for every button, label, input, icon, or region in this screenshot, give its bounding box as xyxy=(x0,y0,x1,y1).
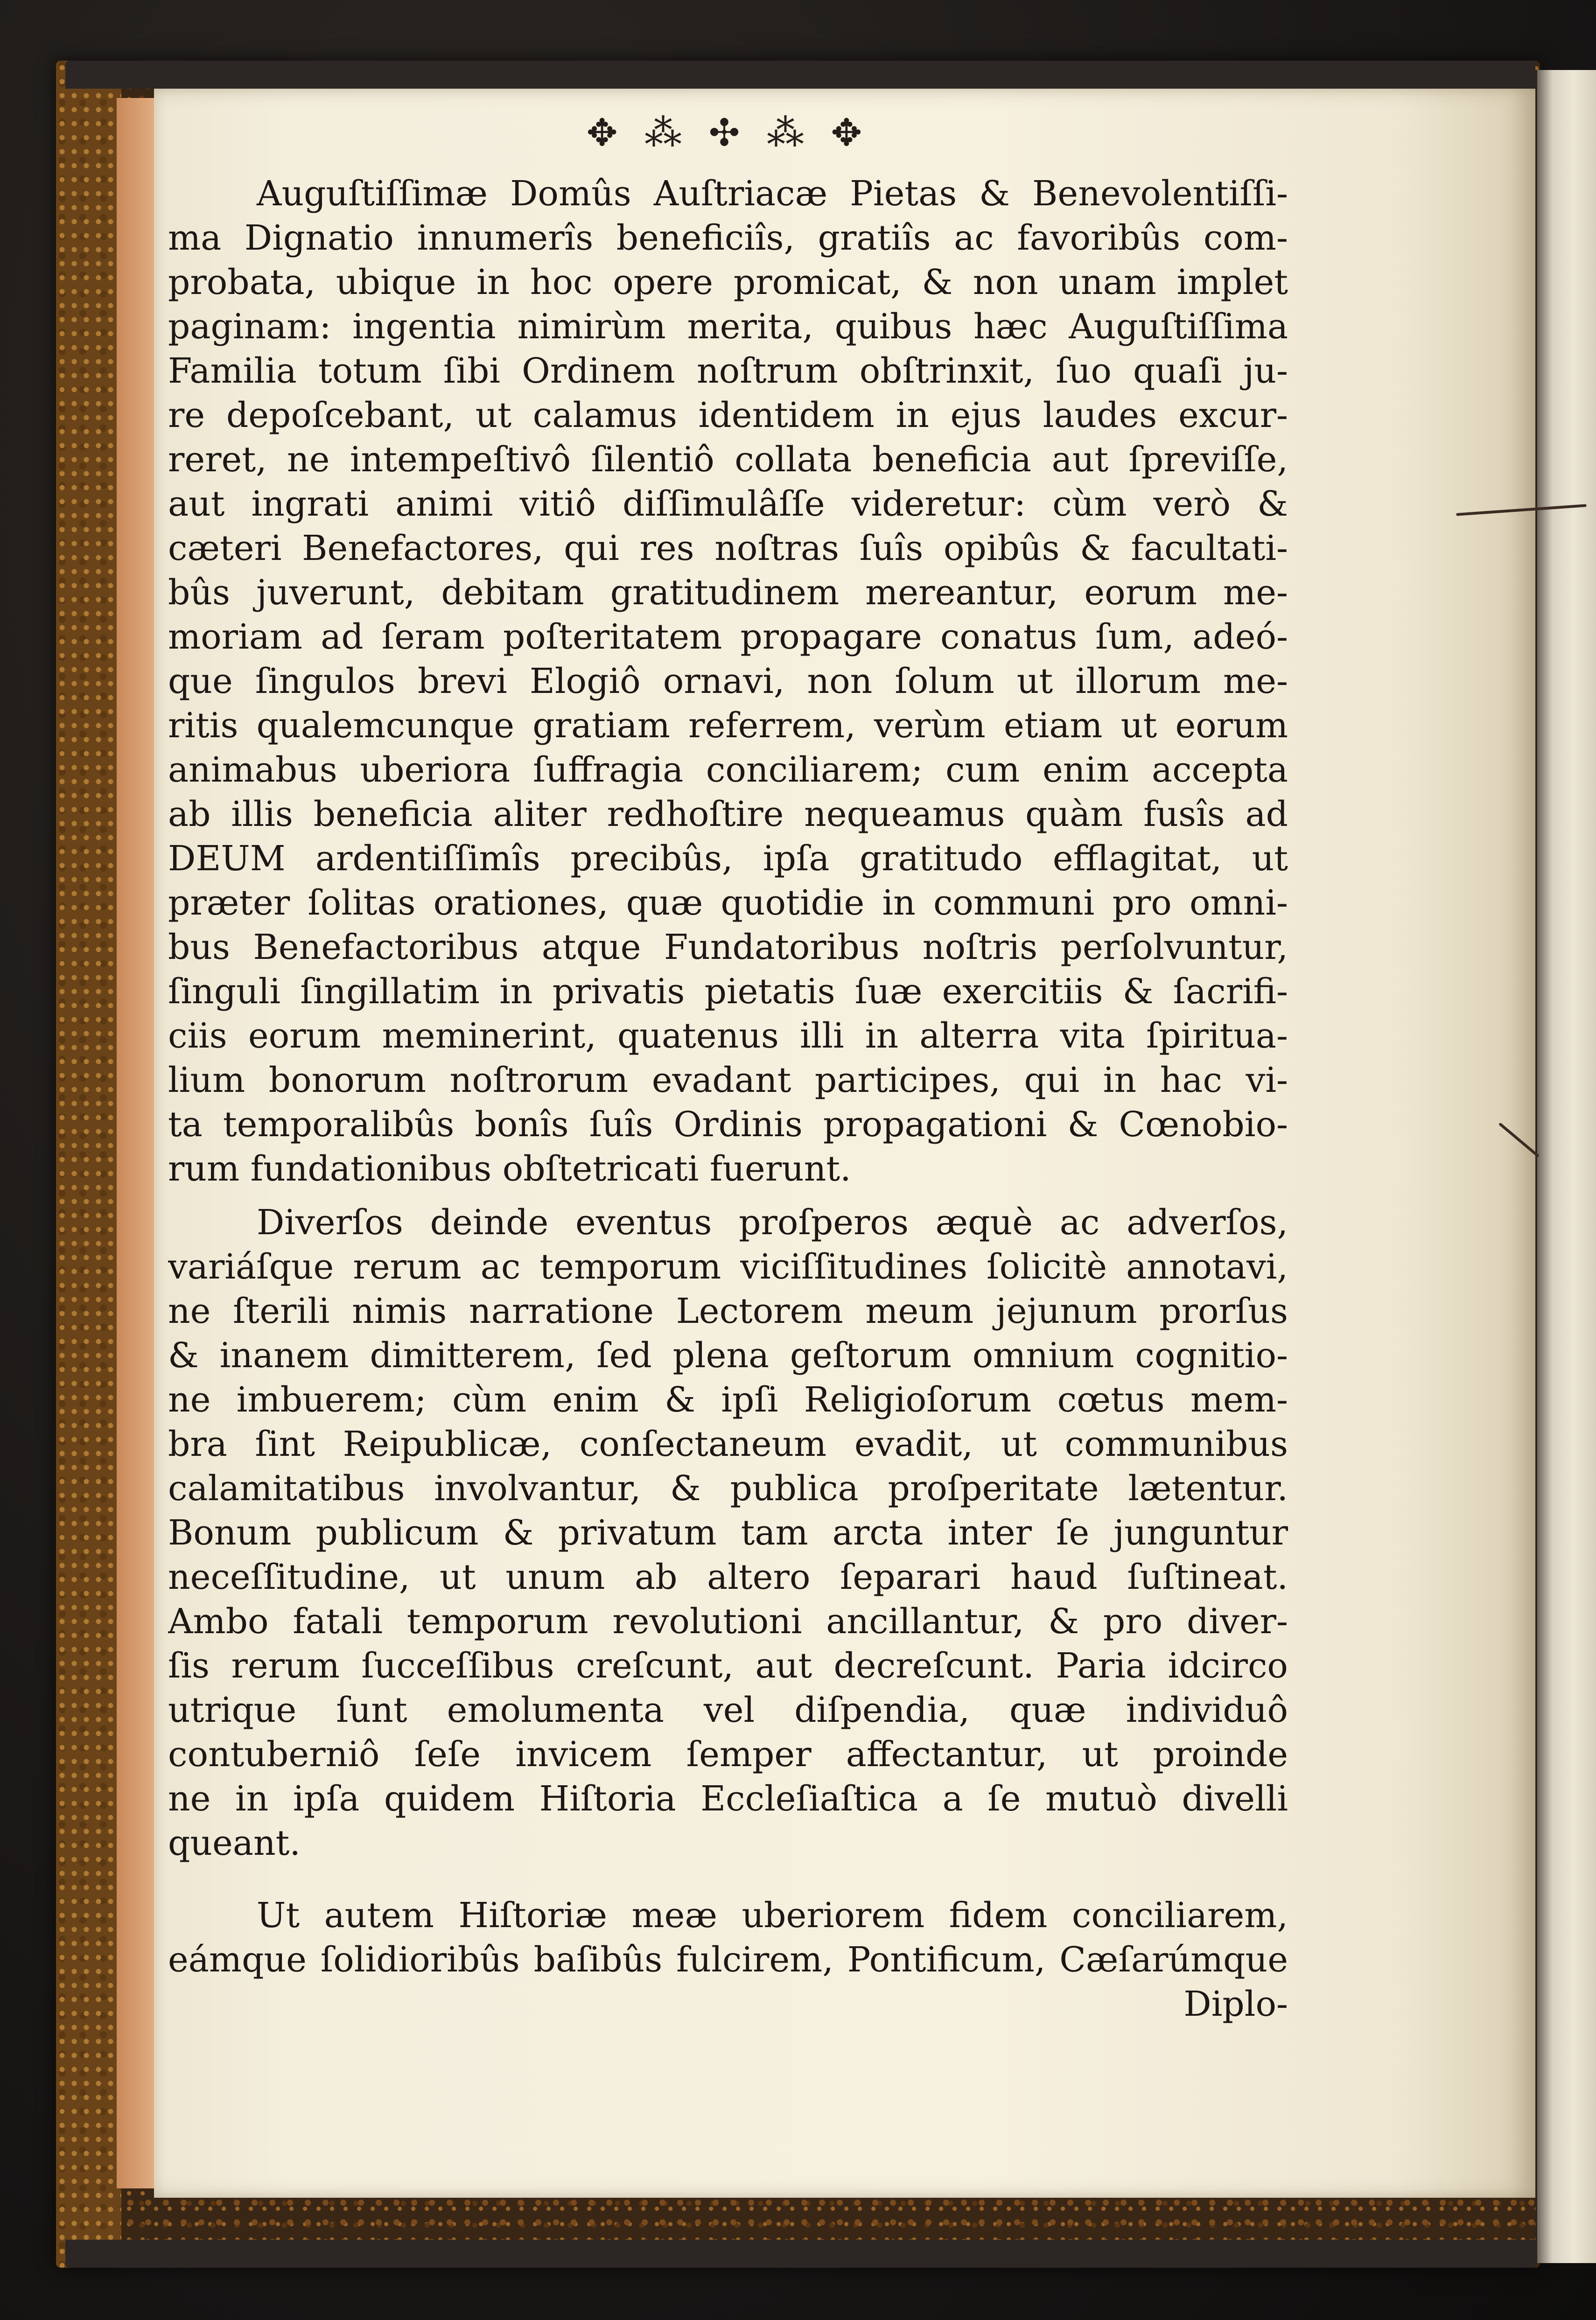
text-line: Bonum publicum & privatum tam arcta inter ſe junguntur xyxy=(168,1513,1288,1553)
text-line: ne ſterili nimis narratione Lectorem meum jejunum prorſus xyxy=(168,1291,1288,1331)
text-line: cæteri Benefactores, qui res noſtras ſuîs opibûs & facultati- xyxy=(168,528,1288,568)
text-line: ſis rerum ſucceſſibus creſcunt, aut decreſcunt. Paria idcirco xyxy=(168,1646,1288,1686)
marbled-spine-edge xyxy=(56,61,121,2268)
text-line: bûs juverunt, debitam gratitudinem mereantur, eorum me- xyxy=(168,573,1288,613)
text-line: variáſque rerum ac temporum viciſſitudines ſolicitè annotavi, xyxy=(168,1247,1288,1287)
catchword: Diplo- xyxy=(1183,1984,1288,2024)
text-line: ciis eorum meminerint, quatenus illi in alterra vita ſpiritua- xyxy=(168,1016,1288,1056)
text-line: eámque ſolidioribûs baſibûs fulcirem, Pontificum, Cæſarúmque xyxy=(168,1940,1288,1980)
head-ornament: ✥ ⁂ ✣ ⁂ ✥ xyxy=(586,111,870,154)
text-line: re depoſcebant, ut calamus identidem in ejus laudes excur- xyxy=(168,395,1288,435)
text-line: aut ingrati animi vitiô diſſimulâſſe videretur: cùm verò & xyxy=(168,484,1288,524)
text-line: Familia totum ſibi Ordinem noſtrum obſtrinxit, ſuo quaſi ju- xyxy=(168,351,1288,391)
text-line: reret, ne intempeſtivô ſilentiô collata beneficia aut ſpreviſſe, xyxy=(168,440,1288,480)
text-line: ab illis beneficia aliter redhoſtire nequeamus quàm fusîs ad xyxy=(168,794,1288,834)
text-line: bus Benefactoribus atque Fundatoribus noſtris perſolvuntur, xyxy=(168,927,1288,967)
text-line: bra ſint Reipublicæ, conſectaneum evadit, ut communibus xyxy=(168,1424,1288,1464)
text-line: queant. xyxy=(168,1823,301,1863)
text-line: ne imbuerem; cùm enim & ipſi Religioſorum cœtus mem- xyxy=(168,1380,1288,1420)
leather-band-bottom xyxy=(65,2240,1535,2268)
text-line: ne in ipſa quidem Hiſtoria Eccleſiaſtica a ſe mutuò divelli xyxy=(168,1779,1288,1819)
text-line: DEUM ardentiſſimîs precibûs, ipſa gratitudo efflagitat, ut xyxy=(168,839,1288,879)
text-line: rum fundationibus obſtetricati fuerunt. xyxy=(168,1149,851,1189)
text-line: Auguſtiſſimæ Domûs Auſtriacæ Pietas & Benevolentiſſi- xyxy=(257,174,1288,214)
text-line: Ambo fatali temporum revolutioni ancillantur, & pro diver- xyxy=(168,1601,1288,1642)
text-line: utrique ſunt emolumenta vel diſpendia, quæ individuô xyxy=(168,1690,1288,1730)
text-line: ritis qualemcunque gratiam referrem, verùm etiam ut eorum xyxy=(168,706,1288,746)
page-text xyxy=(168,107,1288,2027)
text-line: animabus uberiora ſuffragia conciliarem; cum enim accepta xyxy=(168,750,1288,790)
endpaper xyxy=(117,98,159,2188)
text-line: paginam: ingentia nimirùm merita, quibus hæc Auguſtiſſima xyxy=(168,307,1288,347)
text-line: ſinguli ſingillatim in privatis pietatis ſuæ exercitiis & ſacrifi- xyxy=(168,971,1288,1012)
leather-band-top xyxy=(65,61,1535,89)
text-line: Ut autem Hiſtoriæ meæ uberiorem fidem conciliarem, xyxy=(257,1895,1288,1936)
paragraph xyxy=(168,1894,1288,1982)
text-line: præter ſolitas orationes, quæ quotidie in communi pro omni- xyxy=(168,883,1288,923)
text-line: ta temporalibûs bonîs ſuîs Ordinis propagationi & Cœnobio- xyxy=(168,1104,1288,1145)
text-line: que ſingulos brevi Elogiô ornavi, non ſolum ut illorum me- xyxy=(168,661,1288,701)
text-line: ma Dignatio innumerîs beneficiîs, gratiîs ac favoribûs com- xyxy=(168,218,1288,258)
text-line: lium bonorum noſtrorum evadant participes, qui in hac vi- xyxy=(168,1060,1288,1100)
text-line: moriam ad ſeram poſteritatem propagare conatus ſum, adeó- xyxy=(168,617,1288,657)
text-line: probata, ubique in hoc opere promicat, & non unam implet xyxy=(168,262,1288,302)
text-line: neceſſitudine, ut unum ab altero ſeparari haud ſuſtineat. xyxy=(168,1557,1288,1597)
text-line: contuberniô ſeſe invicem ſemper affectantur, ut proinde xyxy=(168,1734,1288,1775)
text-line: Diverſos deinde eventus proſperos æquè ac adverſos, xyxy=(257,1202,1288,1243)
text-line: calamitatibus involvantur, & publica proſperitate lætentur. xyxy=(168,1468,1288,1509)
facing-page-edge xyxy=(1535,70,1596,2263)
paragraph xyxy=(168,172,1288,1191)
text-line: & inanem dimitterem, ſed plena geſtorum omnium cognitio- xyxy=(168,1335,1288,1376)
paragraph xyxy=(168,1201,1288,1866)
